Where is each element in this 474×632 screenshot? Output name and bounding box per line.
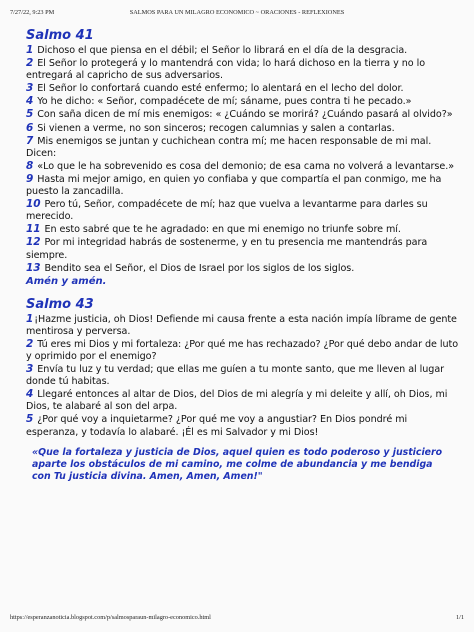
- verse: [26, 262, 460, 275]
- closing-prayer: «Que la fortaleza y justicia de Dios, aquel quien es todo poderoso y justiciero aparte los obstáculos de mi camino, me colme de abundancia y me bendiga con Tu justicia divina. Amen, Amen, Amen!": [32, 446, 443, 483]
- verse-text: Hasta mi mejor amigo, en quien yo confiaba y que compartía el pan conmigo, me ha puesto la zancadilla.: [26, 173, 442, 198]
- verse-number: 1: [26, 312, 34, 325]
- verse-number: 12: [26, 236, 41, 249]
- verse: [26, 198, 460, 223]
- print-datetime: 7/27/22, 9:23 PM: [10, 9, 55, 16]
- verse: [26, 57, 460, 82]
- print-page-number: 1/1: [455, 614, 464, 621]
- verse: [26, 223, 460, 236]
- verse-number: 13: [26, 261, 41, 274]
- verse-number: 7: [26, 134, 34, 147]
- psalm-41-amen: Amén y amén.: [26, 275, 107, 287]
- verse-text: Llegaré entonces al altar de Dios, del Dios de mi alegría y mi deleite y allí, oh Dios, mi Dios, te alabaré al son del arpa.: [26, 389, 448, 413]
- psalm-43-verses: [26, 313, 460, 439]
- verse-text: Pero tú, Señor, compadécete de mí; haz que vuelva a levantarme para darles su merecido.: [26, 199, 428, 223]
- verse-text: En esto sabré que te he agradado: en que mi enemigo no triunfe sobre mí.: [41, 224, 401, 236]
- verse-text: El Señor lo protegerá y lo mantendrá con vida; lo hará dichoso en la tierra y no lo entregará al capricho de sus adversarios.: [26, 58, 426, 82]
- verse: [26, 338, 460, 363]
- verse-number: 1: [26, 44, 34, 56]
- verse-number: 2: [26, 57, 34, 70]
- verse-text: Dichoso el que piensa en el débil; el Señor lo librará en el día de la desgracia.: [34, 45, 408, 56]
- verse-number: 6: [26, 121, 34, 134]
- verse-text: Si vienen a verme, no son sinceros; recogen calumnias y salen a contarlas.: [34, 122, 395, 134]
- verse-text: Envía tu luz y tu verdad; que ellas me guíen a tu monte santo, que me lleven al lugar donde tú habitas.: [26, 364, 445, 388]
- verse: [26, 236, 460, 261]
- verse: [26, 135, 460, 160]
- verse: [26, 313, 460, 338]
- verse-number: 5: [26, 108, 34, 121]
- verse-number: 2: [26, 337, 34, 350]
- verse-text: Mis enemigos se juntan y cuchichean contra mí; me hacen responsable de mi mal. Dicen:: [26, 135, 432, 159]
- verse-text: El Señor lo confortará cuando esté enfermo; lo alentará en el lecho del dolor.: [34, 83, 404, 95]
- verse-number: 4: [26, 95, 34, 108]
- verse-number: 4: [26, 388, 34, 401]
- article-content: [26, 27, 460, 483]
- verse-text: Yo he dicho: « Señor, compadécete de mí; sáname, pues contra ti he pecado.»: [34, 96, 412, 108]
- verse-number: 11: [26, 223, 41, 236]
- verse: [26, 82, 460, 95]
- print-footer: [10, 614, 464, 624]
- verse: [26, 160, 460, 173]
- print-url: https://esperanzanoticia.blogspot.com/p/salmosparaun-milagro-economico.html: [10, 614, 211, 621]
- verse-number: 10: [26, 198, 41, 211]
- verse-number: 3: [26, 363, 34, 376]
- print-page-title: SALMOS PARA UN MILAGRO ECONOMICO ~ ORACIONES - REFLEXIONES: [129, 9, 345, 16]
- verse-text: Por mi integridad habrás de sostenerme, y en tu presencia me mantendrás para siempre.: [26, 237, 428, 261]
- verse: [26, 363, 460, 388]
- verse-text: Con saña dicen de mí mis enemigos: « ¿Cuándo se morirá? ¿Cuándo pasará al olvido?»: [34, 109, 453, 121]
- psalm-41-verses: [26, 44, 460, 275]
- verse: [26, 122, 460, 135]
- psalm-41-title: Salmo 41: [26, 28, 94, 43]
- verse-number: 9: [26, 172, 34, 185]
- verse-text: ¡Hazme justicia, oh Dios! Defiende mi causa frente a esta nación impía líbrame de gente mentirosa y perversa.: [26, 313, 457, 337]
- verse: [26, 413, 460, 438]
- verse: [26, 95, 460, 108]
- verse-text: «Lo que le ha sobrevenido es cosa del demonio; de esa cama no volverá a levantarse.»: [34, 160, 455, 172]
- psalm-43-title: Salmo 43: [26, 296, 94, 312]
- print-header: [10, 9, 464, 19]
- verse: [26, 44, 460, 57]
- verse-text: Tú eres mi Dios y mi fortaleza: ¿Por qué me has rechazado? ¿Por qué debo andar de luto y oprimido por el enemigo?: [26, 338, 459, 362]
- verse-number: 3: [26, 82, 34, 95]
- verse-number: 5: [26, 413, 34, 426]
- verse-text: ¿Por qué voy a inquietarme? ¿Por qué me voy a angustiar? En Dios pondré mi esperanza, y todavía lo alabaré. ¡Él es mi Salvador y mi Dios!: [26, 414, 408, 438]
- verse-number: 8: [26, 159, 34, 172]
- verse-text: Bendito sea el Señor, el Dios de Israel por los siglos de los siglos.: [41, 262, 355, 274]
- verse: [26, 388, 460, 413]
- verse: [26, 173, 460, 198]
- verse: [26, 108, 460, 121]
